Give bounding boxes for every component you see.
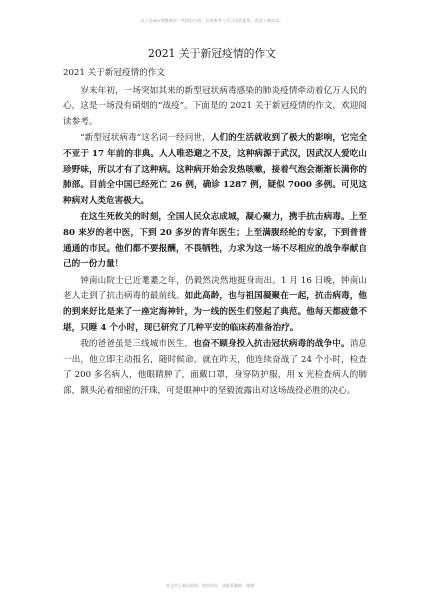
page-title: 2021 关于新冠疫情的作文 <box>147 47 277 60</box>
paragraph-zhong-nanshan <box>63 274 367 336</box>
article-body <box>63 66 367 400</box>
header-note: 以下是world整理的一些精彩内容，仅供参考与学习交流使用，欢迎下载阅读。 <box>140 18 284 23</box>
paragraph-text-bold: 人们的生活就收到了极大的影响，它完全不亚于 17 年前的非典。人人唯恐避之不及，这种病源于武汉，因武汉人爱吃山珍野味，所以才有了这种病。这种病开始会发热咳嗽，接着气泡会渐渐长满你的肺部。目前全中国已经死亡 26 例，确诊 1287 例，疑似 7000 多例。可见这种病对人类危害极大。 <box>63 133 367 206</box>
paragraph-virus <box>63 131 367 209</box>
paragraph-unity <box>63 210 367 272</box>
paragraph-text: 岁末年初，一场突如其来的新型冠状病毒感染的肺炎疫情牵动着亿万人民的心，这是一场没有硝烟的“战疫”。下面是的 2021 关于新冠疫情的作文，欢迎阅读参考。 <box>63 85 367 127</box>
article-subtitle: 2021 关于新冠疫情的作文 <box>63 68 165 78</box>
paragraph-intro <box>63 84 367 131</box>
paragraph-text: 钟南山院士已近耄耋之年，仍毅然决然地挺身而出。1 月 16 日晚，钟南山老人走到了抗击病毒的最前线。 <box>63 275 367 302</box>
paragraph-text: “新型冠状病毒”这名词一经问世， <box>80 133 211 144</box>
paragraph-text-bold: 也奋不顾身投入抗击冠状病毒的战争中。 <box>193 339 350 350</box>
paragraph-father <box>63 337 367 399</box>
paragraph-text-bold: 在这生死攸关的时刻，全国人民众志成城，凝心聚力，携手抗击病毒。上至 80 来岁的老中医，下到 20 多岁的青年医生；上至满腹经纶的专家，下到普普通通的市民。他们都不要报酬，不畏牺牲，力求为这一场不尽相应的战争奉献自己的一份力量！ <box>63 212 367 270</box>
footer-note: 本文档下载自网络，如有侵权，请联系删除，谢谢！ <box>166 583 258 588</box>
paragraph-text-bold: 如此高龄，也与祖国凝聚在一起，抗击病毒，他的到来好比是来了一座定海神针，为一线的医生们竖起了典范。他每天都疲惫不堪，只睡 4 个小时，现已研究了几种平安的临床药准备治疗。 <box>63 291 367 333</box>
paragraph-text: 我的爸爸虽是三线城市医生， <box>80 339 194 350</box>
paragraph-text: 消息一出，他立即主动报名，随时候命。就在昨天，他连续奋战了 24 个小时，检查了 200 多名病人，他眼睛肿了，面戴口罩，身穿防护服，用 x 光检查病人的肺部，额头沁着细密的汗珠，可是眼神中的坚毅流露出对这场战役必胜的决心。 <box>63 339 367 396</box>
